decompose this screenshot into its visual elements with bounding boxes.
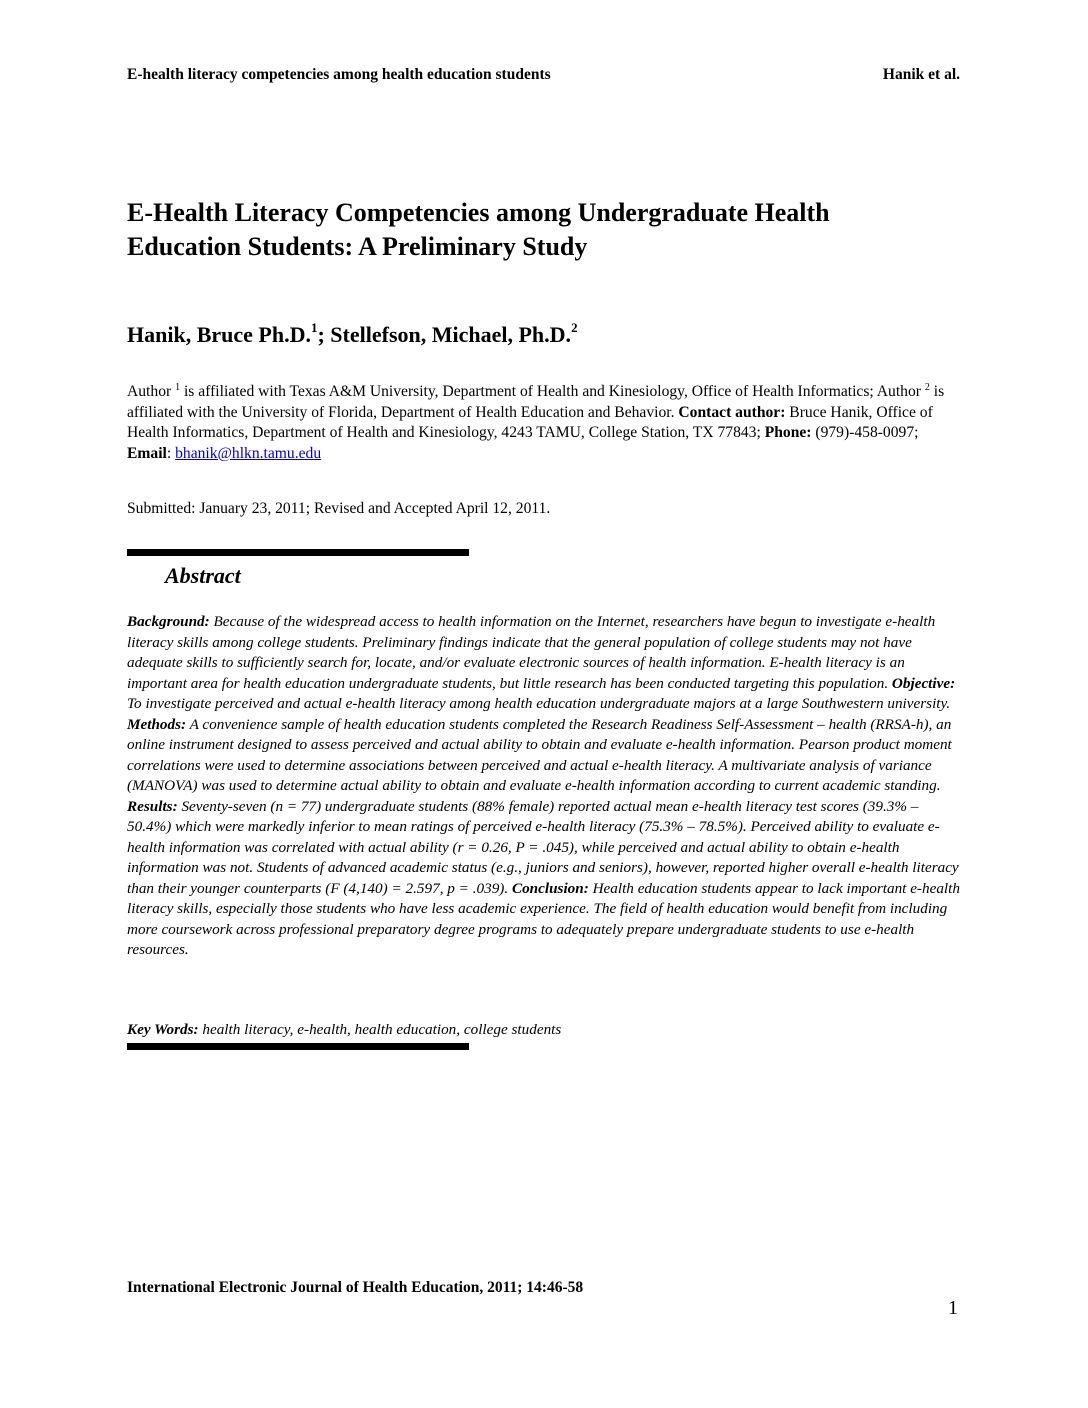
conclusion-text: Health education students appear to lack important e-health literacy skills, especially those students who have less academic experience. The field of health education would benefit from including more coursework across professional preparatory degree programs to adequately prepare undergraduate students to use e-health resources. [127,879,960,958]
affil-mark-2: 2 [924,382,930,393]
email-label: Email [127,444,167,462]
affil-text-3: is affiliated with the University of Florida, Department of Health Education and Behavior. [127,383,945,421]
objective-text: To investigate perceived and actual e-health literacy among health education undergraduate majors at a large Southwestern university. [127,695,951,712]
methods-label: Methods: [127,715,187,733]
keywords-line [127,1021,561,1039]
abstract-top-rule [127,549,469,556]
affiliation-block [127,378,962,465]
phone-text: (979)-458-0097; [811,424,919,442]
background-text: Because of the widespread access to health information on the Internet, researchers have begun to investigate e-health literacy skills among college students. Preliminary findings indicate that the general population of college students may not have adequate skills to sufficiently search for, locate, and/or evaluate electronic sources of health information. E-health literacy is an important area for health education undergraduate students, but little research has been conducted targeting this population. [127,613,936,692]
keywords-label: Key Words: [127,1021,199,1038]
results-text: Seventy-seven (n = 77) undergraduate students (88% female) reported actual mean e-health literacy test scores (39.3% – 50.4%) which were markedly inferior to mean ratings of perceived e-health literacy (75.3% – 78.5%). Perceived ability to evaluate e-health information was correlated with actual ability (r = 0.26, P = .045), while perceived and actual ability to obtain e-health information was not. Students of advanced academic status (e.g., juniors and seniors), however, reported higher overall e-health literacy than their younger counterparts (F (4,140) = 2.597, p = .039). [127,797,959,897]
keywords-text: health literacy, e-health, health education, college students [198,1021,562,1038]
author-2: Stellefson, Michael, Ph.D. [330,322,572,347]
contact-author-label: Contact author: [678,403,786,421]
objective-label: Objective: [891,674,956,692]
author-2-affil-mark: 2 [571,320,578,335]
abstract-heading: Abstract [165,563,241,588]
author-list [127,322,578,348]
email-link[interactable]: bhanik@hlkn.tamu.edu [175,444,322,462]
author-1-affil-mark: 1 [310,320,318,335]
paper-title-line-2: Education Students: A Preliminary Study [127,232,588,261]
affil-mark-1: 1 [175,382,181,393]
page-number: 1 [948,1297,958,1319]
running-header-authors: Hanik et al. [882,66,960,83]
paper-title [127,196,967,264]
journal-footer: International Electronic Journal of Health Education, 2011; 14:46-58 [127,1279,584,1296]
abstract-body [127,612,965,961]
background-label: Background: [127,613,210,630]
author-1: Hanik, Bruce Ph.D. [127,322,311,347]
author-separator: ; [317,322,331,347]
running-header-title: E-health literacy competencies among health education students [127,66,551,83]
email-separator: : [166,444,176,462]
phone-label: Phone: [764,424,812,442]
affil-text-2: is affiliated with Texas A&M University, Department of Health and Kinesiology, Office of Health Informatics; Author [180,383,925,401]
affil-text-1: Author [127,383,176,401]
conclusion-label: Conclusion: [511,879,589,897]
abstract-bottom-rule [127,1043,469,1050]
methods-text: A convenience sample of health education students completed the Research Readiness Self-Assessment – health (RRSA-h), an online instrument designed to assess perceived and actual ability to obtain and evaluate e-health information. Pearson product moment correlations were used to determine associations between perceived and actual e-health literacy. A multivariate analysis of variance (MANOVA) was used to determine actual ability to obtain and evaluate e-health information according to current academic standing. [127,715,952,794]
submission-dates: Submitted: January 23, 2011; Revised and Accepted April 12, 2011. [127,500,551,517]
paper-title-line-1: E-Health Literacy Competencies among Undergraduate Health [127,198,830,227]
contact-author-text: Bruce Hanik, Office of Health Informatics, Department of Health and Kinesiology, 4243 TAMU, College Station, TX 77843; [127,403,933,442]
results-label: Results: [127,797,178,815]
